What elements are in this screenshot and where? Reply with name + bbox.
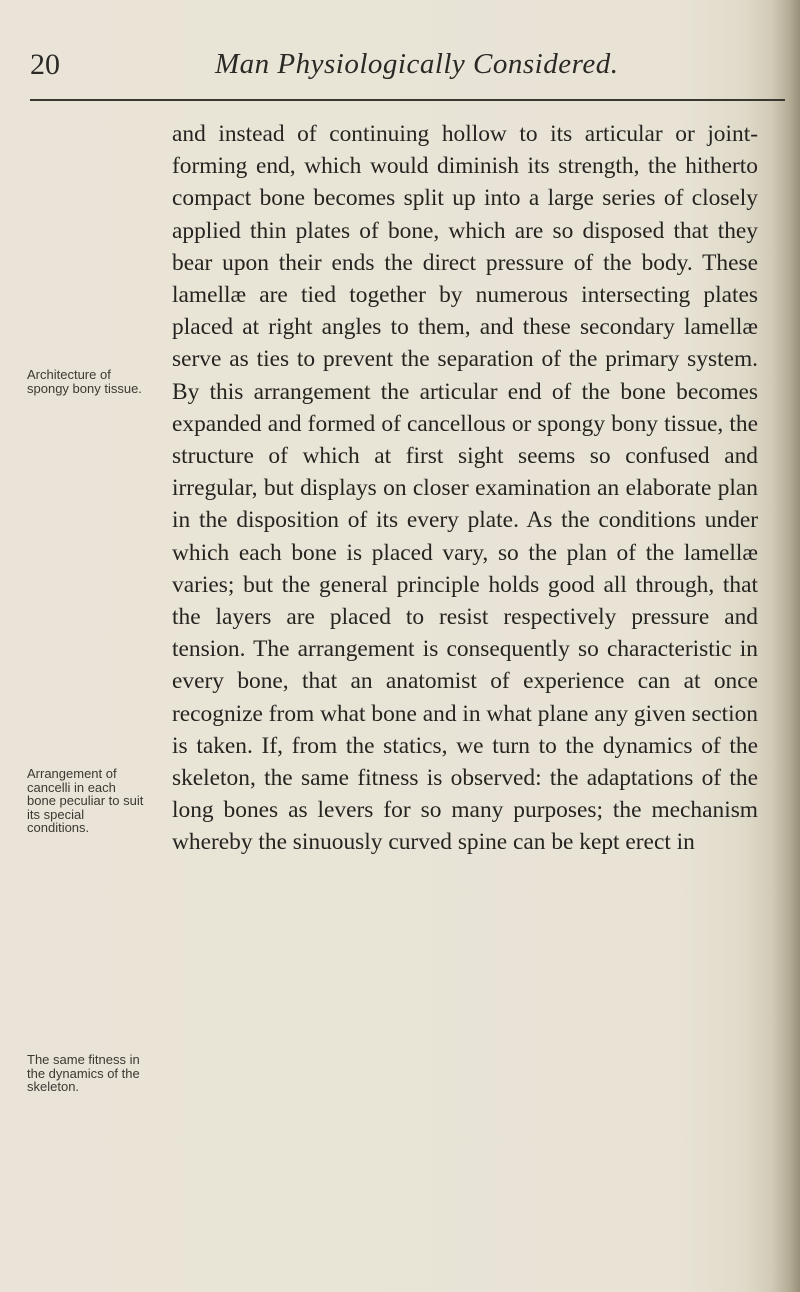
- sidenote-same-fitness: The same fitness in the dynamics of the skeleton.: [27, 1052, 140, 1095]
- page-edge-shadow: [772, 0, 800, 1292]
- sidenote-architecture: Architecture of spongy bony tissue.: [27, 367, 142, 396]
- sidenote-arrangement: Arrangement of cancelli in each bone peculiar to suit its special conditions.: [27, 766, 144, 836]
- body-paragraph: and instead of continuing hollow to its articular or joint-forming end, which would diminish its strength, the hitherto compact bone becomes split up into a large series of closely applied thin plates of bone, which are so disposed that they bear upon their ends the direct pressure of the body. These lamellæ are tied together by numerous intersecting plates placed at right angles to them, and these secondary lamellæ serve as ties to prevent the separation of the primary system. By this arrangement the articular end of the bone becomes expanded and formed of cancellous or spongy bony tissue, the structure of which at first sight seems so confused and irregular, but displays on closer examination an elaborate plan in the disposition of its every plate. As the conditions under which each bone is placed vary, so the plan of the lamellæ varies; but the general principle holds good all through, that the layers are placed to resist respectively pressure and tension. The arrangement is consequently so characteristic in every bone, that an anatomist of experience can at once recognize from what bone and in what plane any given section is taken. If, from the statics, we turn to the dynamics of the skeleton, the same fitness is observed: the adaptations of the long bones as levers for so many purposes; the mechanism whereby the sinuously curved spine can be kept erect in: [172, 121, 758, 856]
- running-title: Man Physiologically Considered.: [215, 48, 619, 80]
- page-header: [0, 48, 800, 88]
- header-rule: [30, 99, 785, 101]
- page-number: 20: [30, 48, 60, 81]
